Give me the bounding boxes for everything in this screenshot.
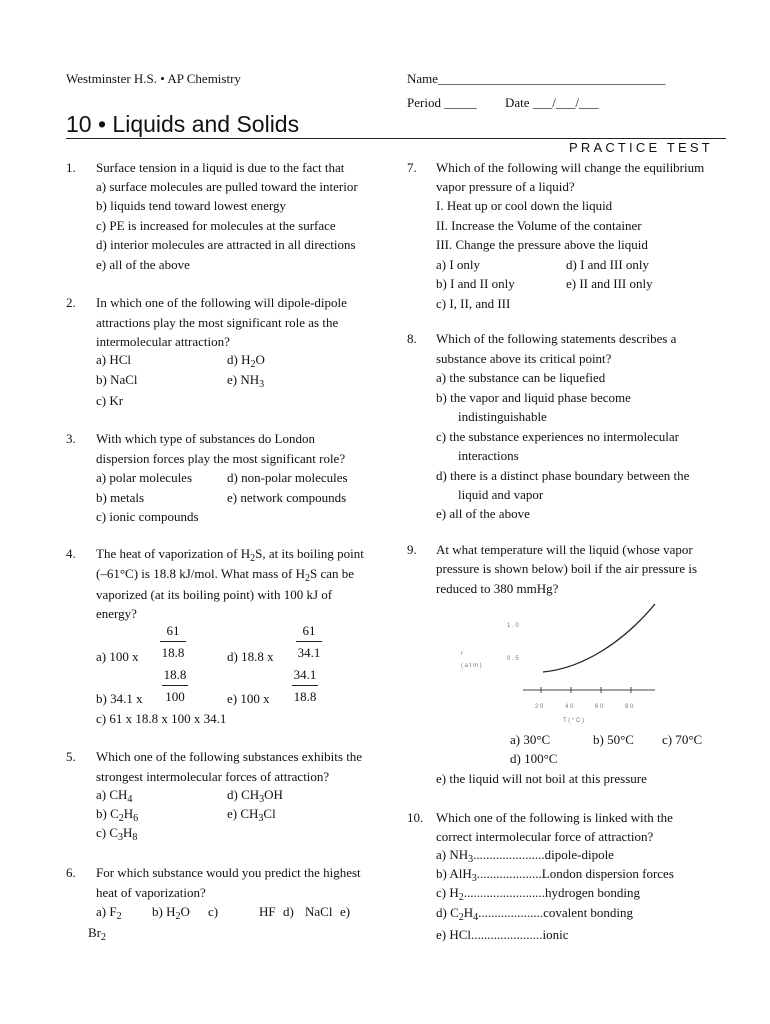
choice-c: c) $C_3H_8$ bbox=[96, 825, 138, 843]
choice-a: a) 100 x bbox=[96, 649, 139, 664]
choice-b: b) AlH$_3$....................London dispersion forces bbox=[436, 866, 674, 884]
statement-ii: II. Increase the Volume of the container bbox=[436, 218, 642, 233]
choice-b: b) $H_2O$ bbox=[152, 904, 190, 922]
faint-tick-mark: 8 0 bbox=[625, 704, 634, 710]
faint-axis-mark: ( a t m ) bbox=[461, 663, 482, 669]
vapor-pressure-chart bbox=[455, 600, 675, 730]
choice-b: b) liquids tend toward lowest energy bbox=[96, 198, 287, 213]
choice-d-value: NaCl bbox=[305, 904, 333, 919]
faint-tick-mark: 4 0 bbox=[565, 704, 574, 710]
statement-iii: III. Change the pressure above the liquid bbox=[436, 237, 648, 252]
question-number: 4. bbox=[66, 546, 76, 561]
faint-tick-mark: 6 0 bbox=[595, 704, 604, 710]
choice-e: e) all of the above bbox=[436, 506, 530, 521]
choice-b-cont: indistinguishable bbox=[458, 409, 547, 424]
fraction: $\frac{34.1}{18.8}$ bbox=[293, 667, 317, 704]
choice-d: d) there is a distinct phase boundary between the bbox=[436, 468, 690, 483]
choice-d: d) I and III only bbox=[566, 257, 650, 272]
choice-d: d) interior molecules are attracted in all directions bbox=[96, 237, 356, 252]
question-stem-line: correct intermolecular force of attraction? bbox=[436, 829, 654, 844]
question-number: 6. bbox=[66, 865, 76, 880]
choice-e: e) HCl......................ionic bbox=[436, 927, 569, 942]
choice-c: c) I, II, and III bbox=[436, 296, 511, 311]
fraction: $\frac{18.8}{100}$ bbox=[163, 667, 187, 704]
choice-b: b) NaCl bbox=[96, 372, 138, 387]
choice-c: c) PE is increased for molecules at the surface bbox=[96, 218, 336, 233]
choice-a: a) $F_2$ bbox=[96, 904, 122, 922]
question-stem: Surface tension in a liquid is due to the fact that bbox=[96, 160, 345, 175]
choice-a: a) $NH_3......................dipole$-dipole bbox=[436, 847, 614, 865]
choice-c-cont: interactions bbox=[458, 448, 519, 463]
question-stem-line: substance above its critical point? bbox=[436, 351, 612, 366]
page-title: 10 • Liquids and Solids bbox=[66, 111, 300, 137]
question-number: 7. bbox=[407, 160, 417, 175]
choice-d-cont: liquid and vapor bbox=[458, 487, 544, 502]
faint-axis-mark: 0 . 5 bbox=[507, 656, 519, 662]
choice-d: d) 100°C bbox=[510, 751, 558, 766]
name-field: Name___________________________________ bbox=[407, 71, 666, 86]
question-stem-line: attractions play the most significant role as the bbox=[96, 315, 339, 330]
choice-d: d) $CH_3OH$ bbox=[227, 787, 283, 805]
choice-b: b) the vapor and liquid phase become bbox=[436, 390, 631, 405]
question-stem-line: At what temperature will the liquid (whose vapor bbox=[436, 542, 693, 557]
question-number: 1. bbox=[66, 160, 76, 175]
choice-c: c) bbox=[208, 904, 219, 919]
choice-d: d) $C_2H_4....................covalent$ bonding bbox=[436, 905, 634, 923]
header-rule bbox=[66, 138, 726, 139]
choice-e: e) all of the above bbox=[96, 257, 190, 272]
question-stem-line: For which substance would you predict the highest bbox=[96, 865, 361, 880]
choice-e: e) network compounds bbox=[227, 490, 347, 505]
question-stem-line: heat of vaporization? bbox=[96, 885, 206, 900]
question-stem-line: vapor pressure of a liquid? bbox=[436, 179, 575, 194]
choice-d: d) bbox=[283, 904, 294, 919]
choice-e: e) the liquid will not boil at this pressure bbox=[436, 771, 647, 786]
question-stem-line: energy? bbox=[96, 606, 137, 621]
choice-e: e) II and III only bbox=[566, 276, 653, 291]
question-stem-line: With which type of substances do London bbox=[96, 431, 315, 446]
question-number: 2. bbox=[66, 295, 76, 310]
fraction: $\frac{61}{34.1}$ bbox=[297, 623, 321, 660]
choice-a: a) $CH_4$ bbox=[96, 787, 133, 805]
date-field: Date ___/___/___ bbox=[505, 95, 599, 110]
choice-e: e) bbox=[340, 904, 351, 919]
fraction: $\frac{61}{18.8}$ bbox=[161, 623, 185, 660]
choice-a: a) surface molecules are pulled toward the interior bbox=[96, 179, 358, 194]
question-stem-line: dispersion forces play the most significant role? bbox=[96, 451, 346, 466]
vapor-pressure-curve bbox=[543, 604, 655, 672]
question-number: 8. bbox=[407, 331, 417, 346]
choice-d: d) 18.8 x bbox=[227, 649, 274, 664]
question-stem-line: reduced to 380 mmHg? bbox=[436, 581, 559, 596]
choice-b: b) metals bbox=[96, 490, 145, 505]
choice-a: a) polar molecules bbox=[96, 470, 193, 485]
question-stem-line: (–61°C) is 18.8 kJ/mol. What mass of $H_2S$ can be bbox=[96, 566, 355, 584]
question-stem-line: intermolecular attraction? bbox=[96, 334, 230, 349]
choice-c: c) the substance experiences no intermolecular bbox=[436, 429, 679, 444]
question-stem-line: strongest intermolecular forces of attraction? bbox=[96, 769, 330, 784]
faint-axis-mark: T ( ° C ) bbox=[563, 718, 584, 724]
course-label: Westminster H.S. • AP Chemistry bbox=[66, 71, 241, 86]
question-stem-line: Which one of the following is linked with the bbox=[436, 810, 673, 825]
question-number: 5. bbox=[66, 749, 76, 764]
choice-e-value: $Br_2$ bbox=[88, 925, 106, 943]
choice-d: d) non-polar molecules bbox=[227, 470, 348, 485]
choice-c: c) $H_2.........................hydrogen$ bonding bbox=[436, 885, 640, 903]
question-stem-line: Which of the following will change the equilibrium bbox=[436, 160, 705, 175]
statement-i: I. Heat up or cool down the liquid bbox=[436, 198, 613, 213]
choice-a: a) I only bbox=[436, 257, 481, 272]
choice-e: e) $NH_3$ bbox=[227, 372, 265, 390]
choice-b: b) I and II only bbox=[436, 276, 515, 291]
faint-axis-mark: r bbox=[461, 651, 463, 657]
choice-d: d) $H_2O$ bbox=[227, 352, 265, 370]
question-stem-line: The heat of vaporization of $H_2S$, at its boiling point bbox=[96, 546, 364, 564]
choice-c: c) ionic compounds bbox=[96, 509, 199, 524]
question-stem-line: In which one of the following will dipole-dipole bbox=[96, 295, 347, 310]
question-stem-line: Which one of the following substances exhibits the bbox=[96, 749, 363, 764]
choice-b: b) $C_2H_6$ bbox=[96, 806, 139, 824]
question-stem-line: vaporized (at its boiling point) with 100 kJ of bbox=[96, 587, 333, 602]
choice-c: c) Kr bbox=[96, 393, 124, 408]
faint-tick-mark: 2 0 bbox=[535, 704, 544, 710]
faint-axis-mark: 1 . 0 bbox=[507, 623, 519, 629]
choice-c-value: HF bbox=[259, 904, 276, 919]
choice-a: a) the substance can be liquefied bbox=[436, 370, 606, 385]
question-number: 3. bbox=[66, 431, 76, 446]
choice-b: b) 34.1 x bbox=[96, 691, 143, 706]
choice-e: e) $CH_3Cl$ bbox=[227, 806, 276, 824]
choice-b: b) 50°C bbox=[593, 732, 634, 747]
choice-c: c) 61 x 18.8 x 100 x 34.1 bbox=[96, 711, 227, 726]
choice-c: c) 70°C bbox=[662, 732, 703, 747]
choice-a: a) HCl bbox=[96, 352, 132, 367]
period-field: Period _____ bbox=[407, 95, 477, 110]
question-stem-line: pressure is shown below) boil if the air pressure is bbox=[436, 561, 698, 576]
question-number: 10. bbox=[407, 810, 424, 825]
choice-e: e) 100 x bbox=[227, 691, 270, 706]
question-number: 9. bbox=[407, 542, 417, 557]
question-stem-line: Which of the following statements describes a bbox=[436, 331, 677, 346]
practice-test-label: PRACTICE TEST bbox=[569, 140, 713, 155]
choice-a: a) 30°C bbox=[510, 732, 551, 747]
